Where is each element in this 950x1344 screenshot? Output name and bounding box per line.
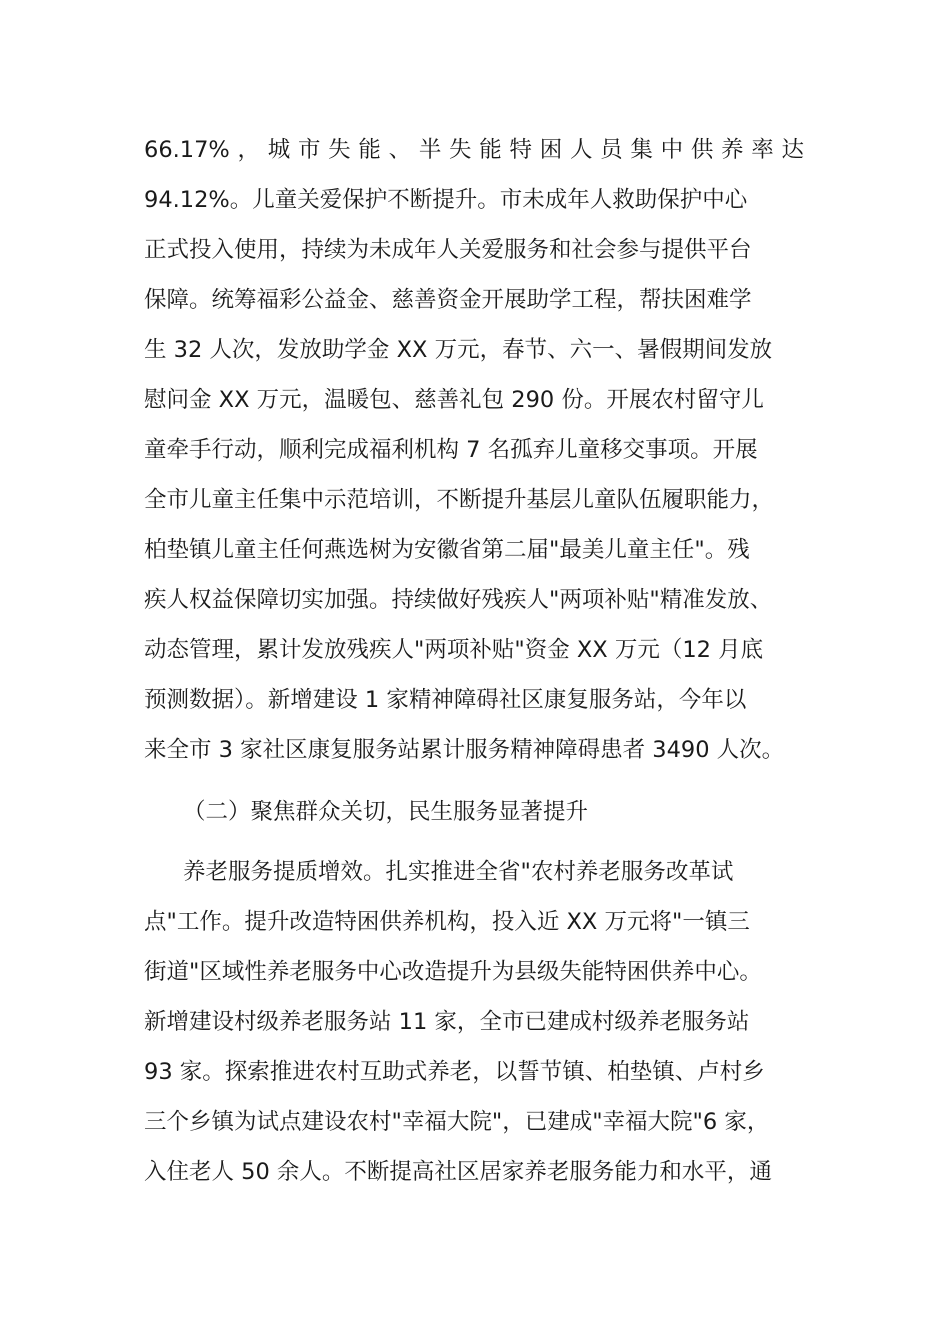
text-line: 94.12%。儿童关爱保护不断提升。市未成年人救助保护中心	[144, 187, 748, 213]
text-line: 入住老人 50 余人。不断提高社区居家养老服务能力和水平，通	[144, 1159, 772, 1185]
text-line: 预测数据）。新增建设 1 家精神障碍社区康复服务站，今年以	[144, 687, 747, 713]
text-line: 童牵手行动，顺利完成福利机构 7 名孤弃儿童移交事项。开展	[144, 437, 758, 463]
text-line: 点"工作。提升改造特困供养机构，投入近 XX 万元将"一镇三	[144, 909, 750, 935]
text-line: 疾人权益保障切实加强。持续做好残疾人"两项补贴"精准发放、	[144, 587, 773, 613]
text-line: 柏垫镇儿童主任何燕选树为安徽省第二届"最美儿童主任"。残	[144, 537, 750, 563]
text-line: 养老服务提质增效。扎实推进全省"农村养老服务改革试	[183, 859, 734, 885]
text-line: 来全市 3 家社区康复服务站累计服务精神障碍患者 3490 人次。	[144, 737, 785, 763]
text-line: 正式投入使用，持续为未成年人关爱服务和社会参与提供平台	[144, 237, 752, 263]
section-heading: （二）聚焦群众关切，民生服务显著提升	[183, 799, 589, 825]
text-line: 动态管理，累计发放残疾人"两项补贴"资金 XX 万元（12 月底	[144, 637, 764, 663]
text-line: 保障。统筹福彩公益金、慈善资金开展助学工程，帮扶困难学	[144, 287, 752, 313]
text-line: 街道"区域性养老服务中心改造提升为县级失能特困供养中心。	[144, 959, 762, 985]
text-line: 66.17%，城市失能、半失能特困人员集中供养率达	[144, 137, 804, 163]
text-line: 93 家。探索推进农村互助式养老，以誓节镇、柏垫镇、卢村乡	[144, 1059, 765, 1085]
text-line: 三个乡镇为试点建设农村"幸福大院"，已建成"幸福大院"6 家，	[144, 1109, 770, 1135]
text-line: 慰问金 XX 万元，温暖包、慈善礼包 290 份。开展农村留守儿	[144, 387, 764, 413]
text-line: 全市儿童主任集中示范培训，不断提升基层儿童队伍履职能力，	[144, 487, 775, 513]
text-line: 新增建设村级养老服务站 11 家，全市已建成村级养老服务站	[144, 1009, 750, 1035]
text-line: 生 32 人次，发放助学金 XX 万元，春节、六一、暑假期间发放	[144, 337, 773, 363]
